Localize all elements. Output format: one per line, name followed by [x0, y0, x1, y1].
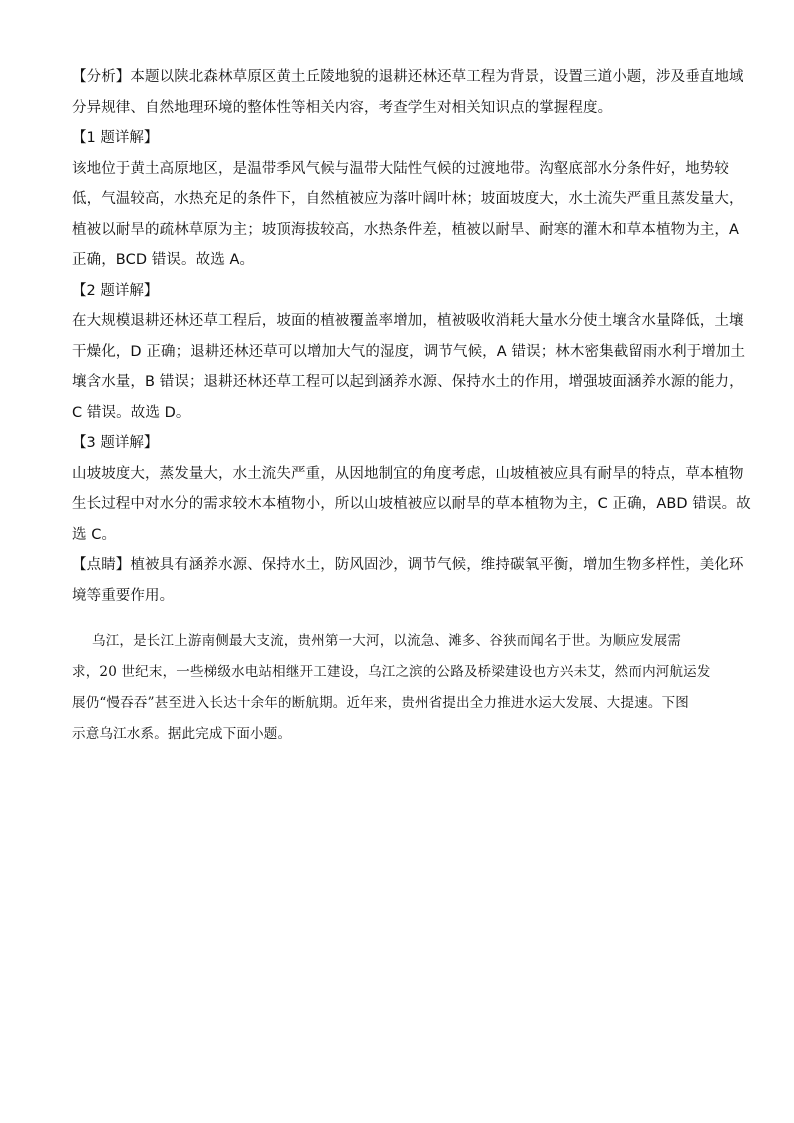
analysis-paragraph — [72, 62, 744, 123]
tip-line: 境等重要作用。 — [72, 587, 175, 604]
q1-heading: 【1 题详解】 — [72, 130, 159, 146]
tip-line: 【点睛】植被具有涵养水源、保持水土，防风固沙，调节气候，维持碳氧平衡，增加生物多样性，美化环 — [72, 557, 744, 573]
stem-line: 求，20 世纪末，一些梯级水电站相继开工建设，乌江之滨的公路及桥梁建设也方兴未艾，然而内河航运发 — [72, 664, 711, 680]
question-stem — [72, 626, 732, 750]
analysis-line: 分异规律、自然地理环境的整体性等相关内容，考查学生对相关知识点的掌握程度。 — [72, 99, 613, 116]
q3-line: 生长过程中对水分的需求较木本植物小，所以山坡植被应以耐旱的草本植物为主，C 正确，ABD 错误。故 — [72, 496, 751, 512]
q1-explanation — [72, 154, 744, 276]
q3-line: 选 C。 — [72, 526, 117, 543]
q3-heading: 【3 题详解】 — [72, 435, 159, 451]
q2-line: 壤含水量，B 错误；退耕还林还草工程可以起到涵养水源、保持水土的作用，增强坡面涵养水源的能力， — [72, 374, 744, 390]
stem-line: 展仍“慢吞吞”甚至进入长达十余年的断航期。近年来，贵州省提出全力推进水运大发展、大提速。下图 — [72, 695, 690, 711]
stem-line: 示意乌江水系。据此完成下面小题。 — [72, 726, 292, 742]
q2-line: 在大规模退耕还林还草工程后，坡面的植被覆盖率增加，植被吸收消耗大量水分使土壤含水量降低，土壤 — [72, 313, 744, 329]
q1-line: 该地位于黄土高原地区，是温带季风气候与温带大陆性气候的过渡地带。沟壑底部水分条件好，地势较 — [72, 160, 729, 177]
answer-explanation — [72, 62, 751, 611]
tip-paragraph — [72, 550, 744, 611]
q2-explanation — [72, 306, 746, 428]
q2-heading: 【2 题详解】 — [72, 282, 159, 299]
q1-line: 正确，BCD 错误。故选 A。 — [72, 252, 255, 268]
q3-line: 山坡坡度大，蒸发量大，水土流失严重，从因地制宜的角度考虑，山坡植被应具有耐旱的特点，草本植物 — [72, 465, 744, 482]
stem-line: 乌江，是长江上游南侧最大支流，贵州第一大河，以流急、滩多、谷狭而闻名于世。为顺应发展需 — [92, 633, 682, 649]
q2-line: 干燥化，D 正确；退耕还林还草可以增加大气的湿度，调节气候，A 错误；林木密集截留雨水利于增加土 — [72, 343, 746, 360]
q3-explanation — [72, 459, 751, 551]
analysis-line: 【分析】本题以陕北森林草原区黄土丘陵地貌的退耕还林还草工程为背景，设置三道小题，涉及垂直地域 — [72, 69, 744, 85]
q1-line: 植被以耐旱的疏林草原为主；坡顶海拔较高，水热条件差，植被以耐旱、耐寒的灌木和草本植物为主，A — [72, 221, 740, 238]
q2-line: C 错误。故选 D。 — [72, 404, 191, 421]
q1-line: 低，气温较高，水热充足的条件下，自然植被应为落叶阔叶林；坡面坡度大，水土流失严重且蒸发量大， — [72, 191, 744, 207]
